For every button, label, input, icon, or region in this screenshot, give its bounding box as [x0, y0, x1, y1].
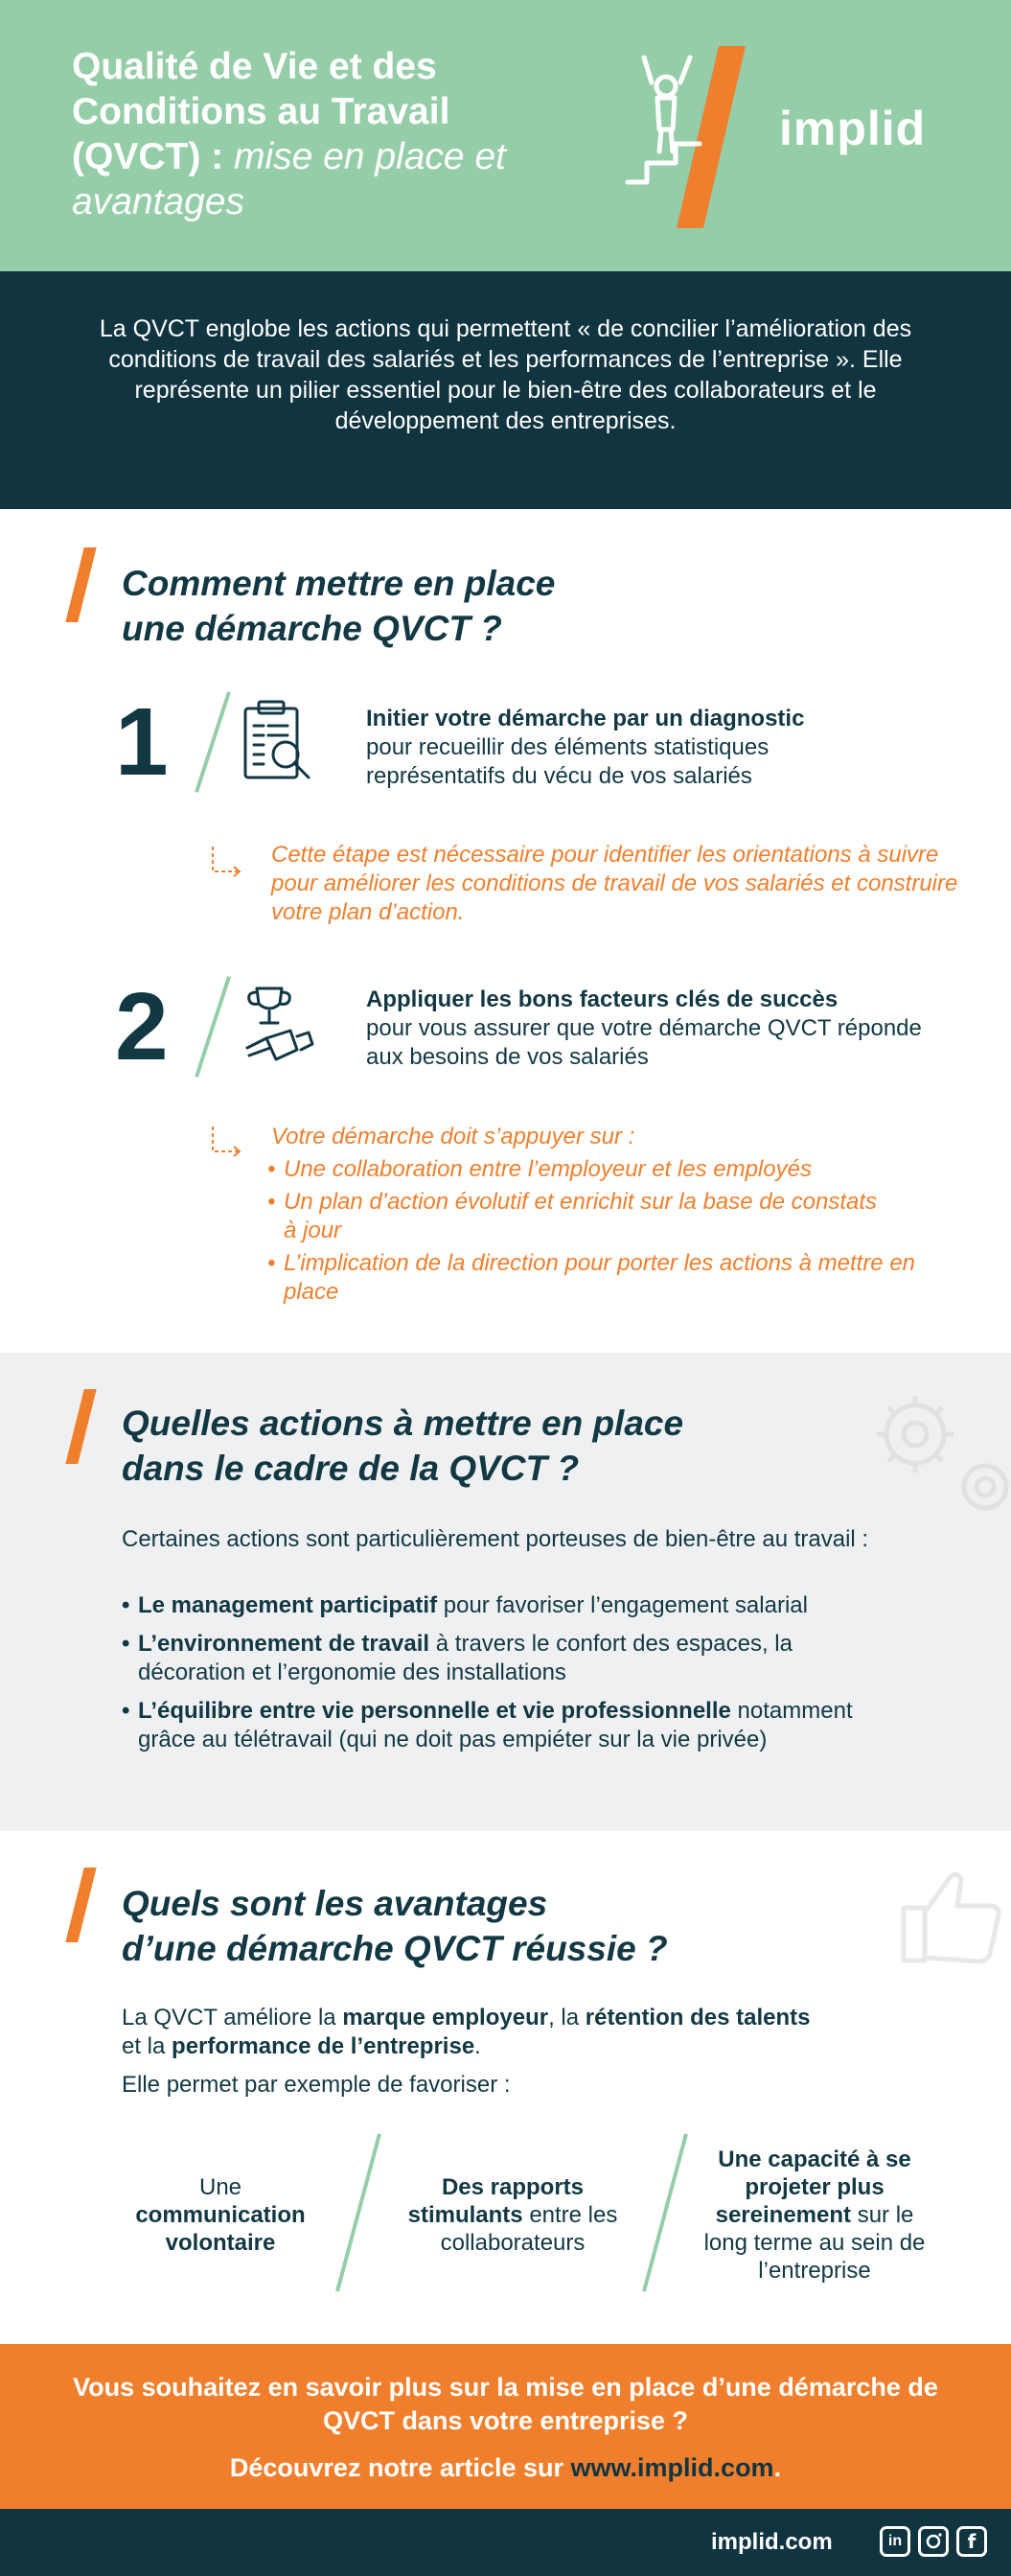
orange-slash-decoration	[65, 547, 96, 622]
benefit-1-bold: communication volontaire	[135, 2202, 306, 2256]
p1-text: .	[474, 2033, 481, 2059]
action-3-bold: L’équilibre entre vie personnelle et vie professionnelle	[138, 1698, 731, 1724]
website-link[interactable]: www.implid.com	[570, 2453, 774, 2482]
list-item: • Un plan d’action évolutif et enrichit sur la base de constats à jour	[267, 1188, 881, 1245]
p1-text: et la	[122, 2033, 166, 2059]
page-title	[72, 44, 570, 224]
title-italic: mise en place et avantages	[72, 136, 506, 222]
list-item: • L’implication de la direction pour porter les actions à mettre en place	[267, 1249, 929, 1307]
benefit-3-normal: sur le long terme au sein de l’entreprise	[703, 2202, 926, 2284]
cta-banner	[0, 2344, 1011, 2509]
benefit-3	[695, 2146, 934, 2285]
step-1-note: Cette étape est nécessaire pour identifier les orientations à suivre pour améliorer les conditions de travail de vos salariés et construire votre plan d’action.	[271, 842, 958, 925]
dotted-arrow-icon	[209, 845, 247, 883]
section2-title	[122, 1401, 683, 1491]
action-1-text: pour favoriser l’engagement salarial	[443, 1592, 808, 1618]
step-1-description: pour recueillir des éléments statistiques représentatifs du vécu de vos salariés	[366, 734, 770, 789]
benefit-2-normal: entre les collaborateurs	[440, 2202, 618, 2256]
step-2-note-list	[267, 1155, 961, 1307]
trophy-success-icon	[238, 981, 324, 1067]
list-item: • Une collaboration entre l’employeur et les employés	[267, 1155, 929, 1184]
cta-question: Vous souhaitez en savoir plus sur la mise en place d’une démarche de QVCT dans votre entreprise ?	[73, 2373, 938, 2435]
list-item	[122, 1591, 965, 1620]
section3-title	[122, 1881, 668, 1971]
instagram-icon[interactable]	[918, 2526, 949, 2557]
section-how-to	[0, 509, 1011, 1353]
action-1-bold: Le management participatif	[138, 1592, 438, 1618]
logo-text: implid	[779, 102, 927, 155]
clipboard-magnifier-icon	[240, 699, 316, 785]
facebook-icon[interactable]: f	[956, 2526, 987, 2557]
benefit-2-bold: Des rapports stimulants	[407, 2174, 585, 2228]
step-2-text	[366, 986, 931, 1072]
intro-section	[0, 271, 1011, 509]
step-2-description: pour vous assurer que votre démarche QVCT réponde aux besoins de vos salariés	[366, 1015, 922, 1070]
footer	[0, 2509, 1011, 2576]
section2-title-line2: dans le cadre de la QVCT ?	[122, 1449, 580, 1488]
section1-title	[122, 561, 555, 651]
actions-list	[122, 1591, 965, 1764]
p1-bold: marque employeur	[342, 2005, 549, 2031]
step-2-heading: Appliquer les bons facteurs clés de succès	[366, 986, 839, 1012]
benefit-1	[110, 2173, 331, 2257]
thumbs-up-icon	[896, 1860, 1011, 1975]
step-1-heading: Initier votre démarche par un diagnostic	[366, 706, 805, 731]
section2-title-line1: Quelles actions à mettre en place	[122, 1404, 684, 1443]
linkedin-icon[interactable]: in	[880, 2526, 910, 2557]
step-1-divider	[195, 691, 231, 793]
cta-article	[57, 2451, 954, 2484]
list-item	[122, 1697, 869, 1754]
p1-bold: performance de l’entreprise	[172, 2033, 475, 2059]
benefit-2	[393, 2173, 632, 2257]
step-2-divider	[195, 976, 231, 1078]
section3-paragraph-1	[122, 2004, 955, 2061]
benefit-divider	[335, 2133, 381, 2291]
section-actions	[0, 1353, 1011, 1831]
benefit-divider	[642, 2133, 688, 2291]
gears-icon	[862, 1372, 1011, 1516]
step-1-text	[366, 705, 912, 791]
section1-title-line1: Comment mettre en place	[122, 564, 556, 603]
section-benefits	[0, 1831, 1011, 2344]
step-2-note	[271, 1123, 961, 1307]
cta-article-text: Découvrez notre article sur	[229, 2453, 564, 2482]
intro-text: La QVCT englobe les actions qui permettent « de concilier l’amélioration des conditions de travail des salariés et les performances de l’entreprise ». Elle représente un pilier essentiel pour le bien-être des collaborateurs et le développement des entreprises.	[99, 315, 912, 434]
instagram-glyph-icon	[921, 2529, 946, 2554]
p1-bold: rétention des talents	[585, 2005, 811, 2031]
title-bold: Qualité de Vie et des Conditions au Travail (QVCT) :	[72, 46, 450, 177]
dotted-arrow-icon	[209, 1125, 247, 1163]
action-2-bold: L’environnement de travail	[138, 1631, 430, 1657]
benefit-3-bold: Une capacité à se projeter plus sereinement	[715, 2147, 911, 2228]
section1-title-line2: une démarche QVCT ?	[122, 609, 502, 648]
orange-slash-decoration	[65, 1868, 96, 1942]
list-item	[122, 1630, 888, 1687]
section3-title-line2: d’une démarche QVCT réussie ?	[122, 1929, 668, 1968]
action-2-text: à travers le confort des espaces, la décoration et l’ergonomie des installations	[138, 1631, 793, 1685]
orange-slash-decoration	[65, 1389, 96, 1464]
footer-website-link[interactable]: implid.com	[711, 2529, 833, 2555]
section3-paragraph-2: Elle permet par exemple de favoriser :	[122, 2072, 511, 2098]
benefit-1-normal: Une	[198, 2174, 242, 2200]
step-2-note-intro: Votre démarche doit s’appuyer sur :	[271, 1124, 635, 1149]
action-3-text: notamment grâce au télétravail (qui ne doit pas empiéter sur la vie privée)	[138, 1698, 853, 1752]
logo-figure-icon	[623, 38, 776, 230]
cta-period: .	[773, 2453, 782, 2482]
step-1-number: 1	[115, 688, 169, 796]
header-banner	[0, 0, 1011, 271]
p1-text: La QVCT améliore la	[122, 2005, 336, 2031]
p1-text: , la	[548, 2005, 580, 2031]
section2-intro: Certaines actions sont particulièrement porteuses de bien-être au travail :	[122, 1526, 869, 1552]
step-2-number: 2	[115, 973, 169, 1080]
section3-title-line1: Quels sont les avantages	[122, 1884, 548, 1923]
